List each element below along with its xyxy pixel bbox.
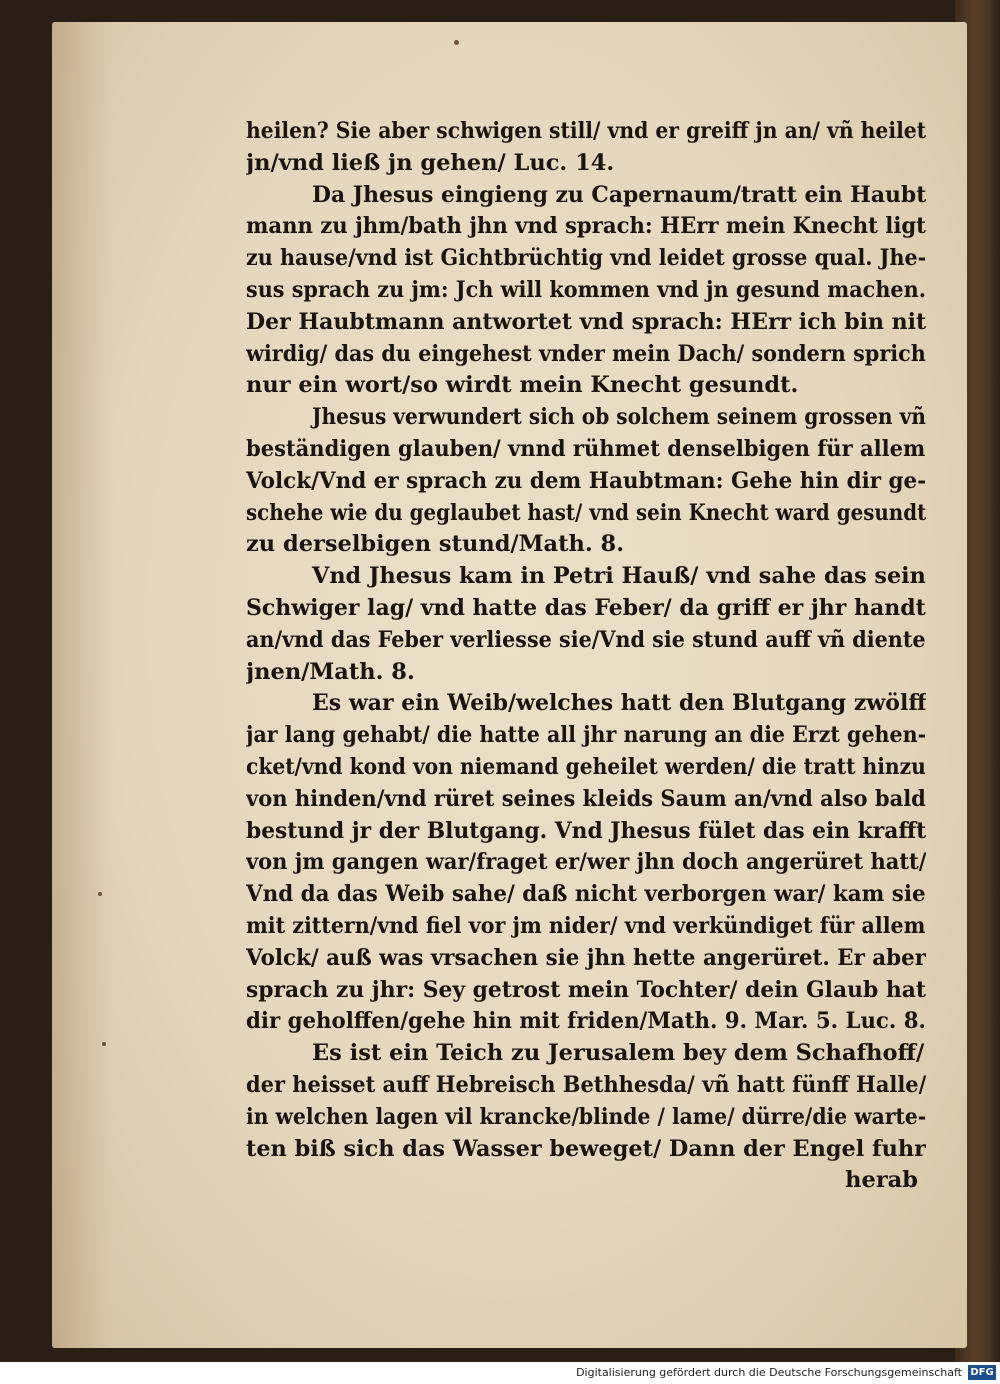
funding-credit: Digitalisierung gefördert durch die Deutsche Forschungsgemeinschaft bbox=[576, 1366, 962, 1379]
text-line: Der Haubtmann antwortet vnd sprach: HErr ich bin nit bbox=[246, 308, 926, 335]
text-line: jnen/Math. 8. bbox=[246, 658, 415, 685]
paragraph-start-line: Jhesus verwundert sich ob solchem seinem grossen vñ bbox=[312, 404, 926, 431]
text-line: schehe wie du geglaubet hast/ vnd sein Knecht ward gesundt bbox=[246, 499, 926, 526]
text-line: von hinden/vnd rüret seines kleids Saum an/vnd also bald bbox=[246, 785, 926, 812]
text-line: mit zittern/vnd fiel vor jm nider/ vnd verkündiget für allem bbox=[246, 912, 926, 939]
text-line: beständigen glauben/ vnnd rühmet denselbigen für allem bbox=[246, 435, 926, 462]
text-line: Volck/ auß was vrsachen sie jhn hette angerüret. Er aber bbox=[246, 944, 926, 971]
text-line: sprach zu jhr: Sey getrost mein Tochter/ dein Glaub hat bbox=[246, 976, 926, 1003]
page-speck bbox=[98, 892, 102, 896]
text-line: mann zu jhm/bath jhn vnd sprach: HErr mein Knecht ligt bbox=[246, 213, 926, 240]
text-line: Volck/Vnd er sprach zu dem Haubtman: Gehe hin dir ge- bbox=[246, 467, 926, 494]
text-line: der heisset auff Hebreisch Bethhesda/ vñ hatt fünff Halle/ bbox=[246, 1071, 926, 1098]
text-line: von jm gangen war/fraget er/wer jhn doch angerüret hatt/ bbox=[246, 849, 926, 876]
page-body-text bbox=[246, 116, 926, 1197]
paragraph-start-line: Vnd Jhesus kam in Petri Hauß/ vnd sahe das sein bbox=[312, 563, 926, 590]
paragraph-start-line: Es ist ein Teich zu Jerusalem bey dem Schafhoff/ bbox=[312, 1040, 925, 1067]
footer-bar bbox=[0, 1362, 1000, 1384]
text-line: wirdig/ das du eingehest vnder mein Dach/ sondern sprich bbox=[246, 340, 926, 367]
text-line: Vnd da das Weib sahe/ daß nicht verborgen war/ kam sie bbox=[246, 881, 926, 908]
text-line: bestund jr der Blutgang. Vnd Jhesus fület das ein krafft bbox=[246, 817, 926, 844]
paragraph-start-line: Es war ein Weib/welches hatt den Blutgang zwölff bbox=[312, 690, 926, 717]
text-line: nur ein wort/so wirdt mein Knecht gesundt. bbox=[246, 372, 799, 399]
text-line: jn/vnd ließ jn gehen/ Luc. 14. bbox=[246, 149, 615, 176]
text-line: dir geholffen/gehe hin mit friden/Math. 9. Mar. 5. Luc. 8. bbox=[246, 1008, 926, 1035]
text-line: in welchen lagen vil krancke/blinde / lame/ dürre/die warte- bbox=[246, 1103, 926, 1130]
text-line: jar lang gehabt/ die hatte all jhr narung an die Erzt gehen- bbox=[246, 722, 926, 749]
catchword: herab bbox=[845, 1167, 918, 1194]
page-speck bbox=[454, 40, 459, 45]
text-line: Schwiger lag/ vnd hatte das Feber/ da griff er jhr handt bbox=[246, 594, 926, 621]
text-line: sus sprach zu jm: Jch will kommen vnd jn gesund machen. bbox=[246, 276, 926, 303]
text-line: cket/vnd kond von niemand geheilet werden/ die tratt hinzu bbox=[246, 753, 926, 780]
page-speck bbox=[102, 1042, 106, 1046]
text-line: ten biß sich das Wasser beweget/ Dann der Engel fuhr bbox=[246, 1135, 926, 1162]
text-line: zu derselbigen stund/Math. 8. bbox=[246, 531, 625, 558]
text-line: an/vnd das Feber verliesse sie/Vnd sie stund auff vñ diente bbox=[246, 626, 926, 653]
paragraph-start-line: Da Jhesus eingieng zu Capernaum/tratt ein Haubt bbox=[312, 181, 926, 208]
text-line: heilen? Sie aber schwigen still/ vnd er greiff jn an/ vñ heilet bbox=[246, 118, 926, 144]
text-line: zu hause/vnd ist Gichtbrüchtig vnd leidet grosse qual. Jhe- bbox=[246, 245, 926, 272]
dfg-logo-icon: DFG bbox=[968, 1365, 996, 1380]
